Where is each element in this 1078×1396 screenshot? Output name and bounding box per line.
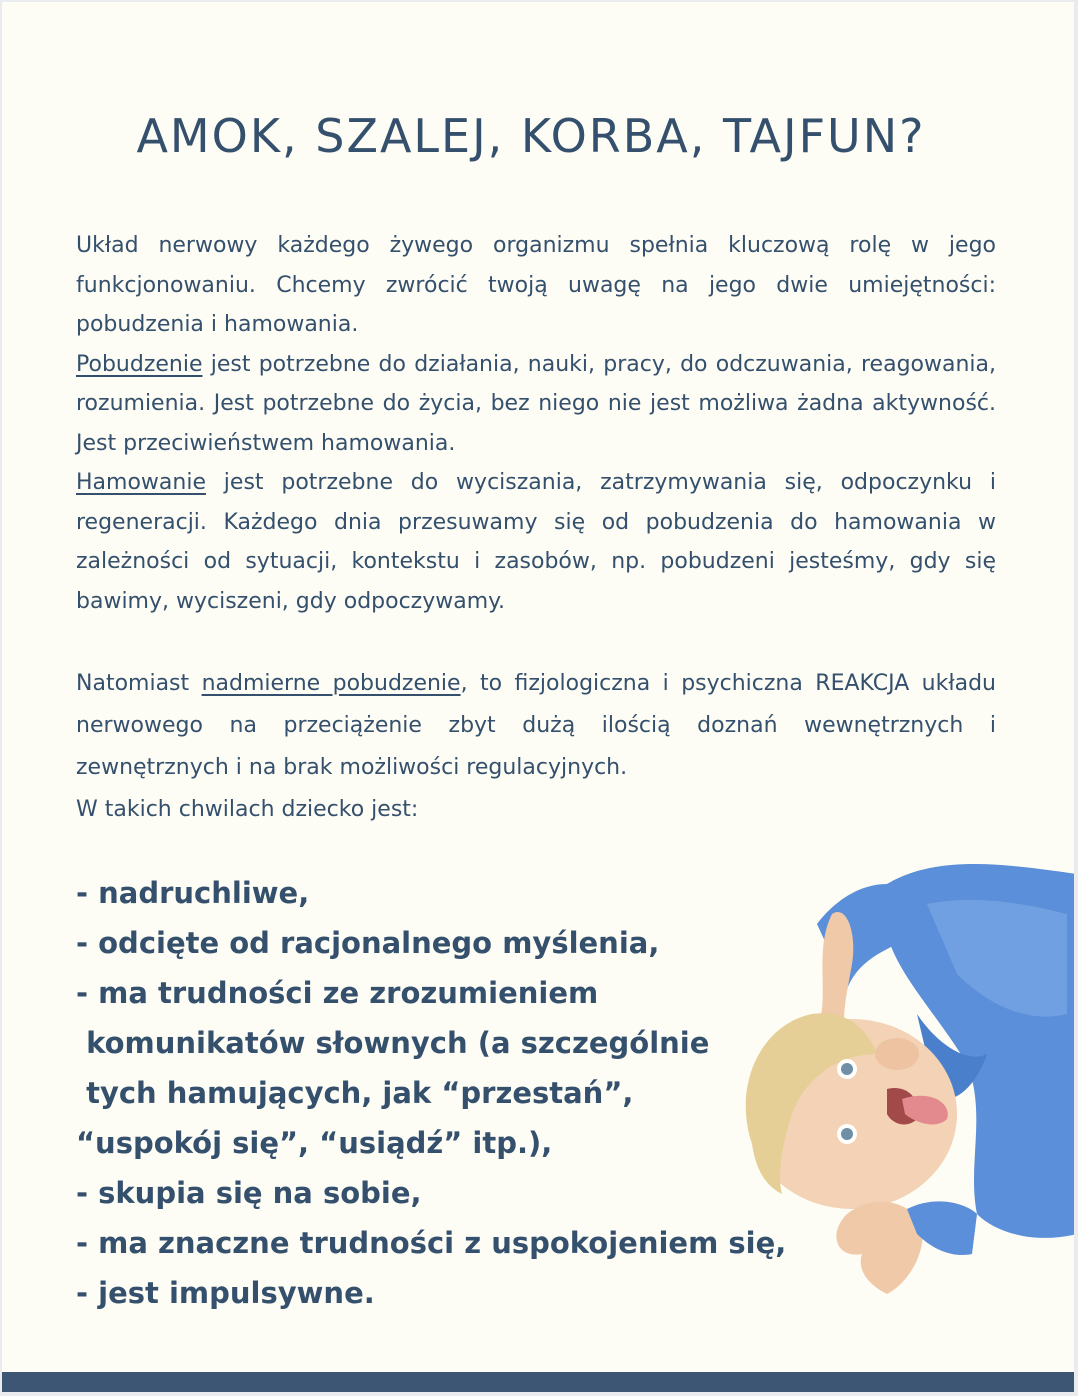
symptom-list [76, 868, 816, 1318]
list-item: “uspokój się”, “usiądź” itp.), [76, 1126, 553, 1160]
list-intro: W takich chwilach dziecko jest: [76, 797, 419, 822]
list-item: komunikatów słownych (a szczególnie [76, 1026, 710, 1060]
list-item: - skupia się na sobie, [76, 1176, 422, 1210]
overstimulation-text: , to fizjologiczna i psychiczna REAKCJA układu nerwowego na przeciążenie zbyt dużą ilością doznań wewnętrznych i zewnętrznych i na brak możliwości regulacyjnych. [76, 671, 997, 780]
eye-left-iris [841, 1063, 853, 1075]
document-page [2, 2, 1074, 1392]
list-item: tych hamujących, jak “przestań”, [76, 1076, 634, 1110]
overstimulation-lead: Natomiast [76, 671, 202, 696]
overstimulation-paragraph [76, 663, 996, 831]
intro-paragraph [76, 226, 996, 621]
term-hamowanie: Hamowanie [76, 470, 206, 495]
child-photo [737, 814, 1074, 1354]
term-pobudzenie: Pobudzenie [76, 351, 203, 377]
list-item: - nadruchliwe, [76, 876, 310, 910]
pobudzenie-text: jest potrzebne do działania, nauki, pracy, do odczuwania, reagowania, rozumienia. Jest potrzebne do życia, bez niego nie jest możliwa żadna aktywność. Jest przeciwieństwem hamowania. [76, 351, 996, 456]
eye-right-iris [841, 1128, 853, 1140]
intro-sentence: Układ nerwowy każdego żywego organizmu spełnia kluczową rolę w jego funkcjonowaniu. Chcemy zwrócić twoją uwagę na jego dwie umiejętności: pobudzenia i hamowania. [76, 233, 996, 337]
list-item: - ma znaczne trudności z uspokojeniem się, [76, 1226, 787, 1260]
list-item: - ma trudności ze zrozumieniem [76, 976, 599, 1010]
term-nadmierne-pobudzenie: nadmierne pobudzenie [201, 671, 461, 696]
list-item: - odcięte od racjonalnego myślenia, [76, 926, 660, 960]
hamowanie-text: jest potrzebne do wyciszania, zatrzymywania się, odpoczynku i regeneracji. Każdego dnia przesuwamy się od pobudzenia do hamowania w zależności od sytuacji, kontekstu i zasobów, np. pobudzeni jesteśmy, gdy się bawimy, wyciszeni, gdy odpoczywamy. [76, 470, 996, 614]
footer-bar [2, 1372, 1074, 1392]
list-item: - jest impulsywne. [76, 1276, 375, 1310]
ear [875, 1038, 919, 1070]
page-title: AMOK, SZALEJ, KORBA, TAJFUN? [136, 109, 926, 163]
